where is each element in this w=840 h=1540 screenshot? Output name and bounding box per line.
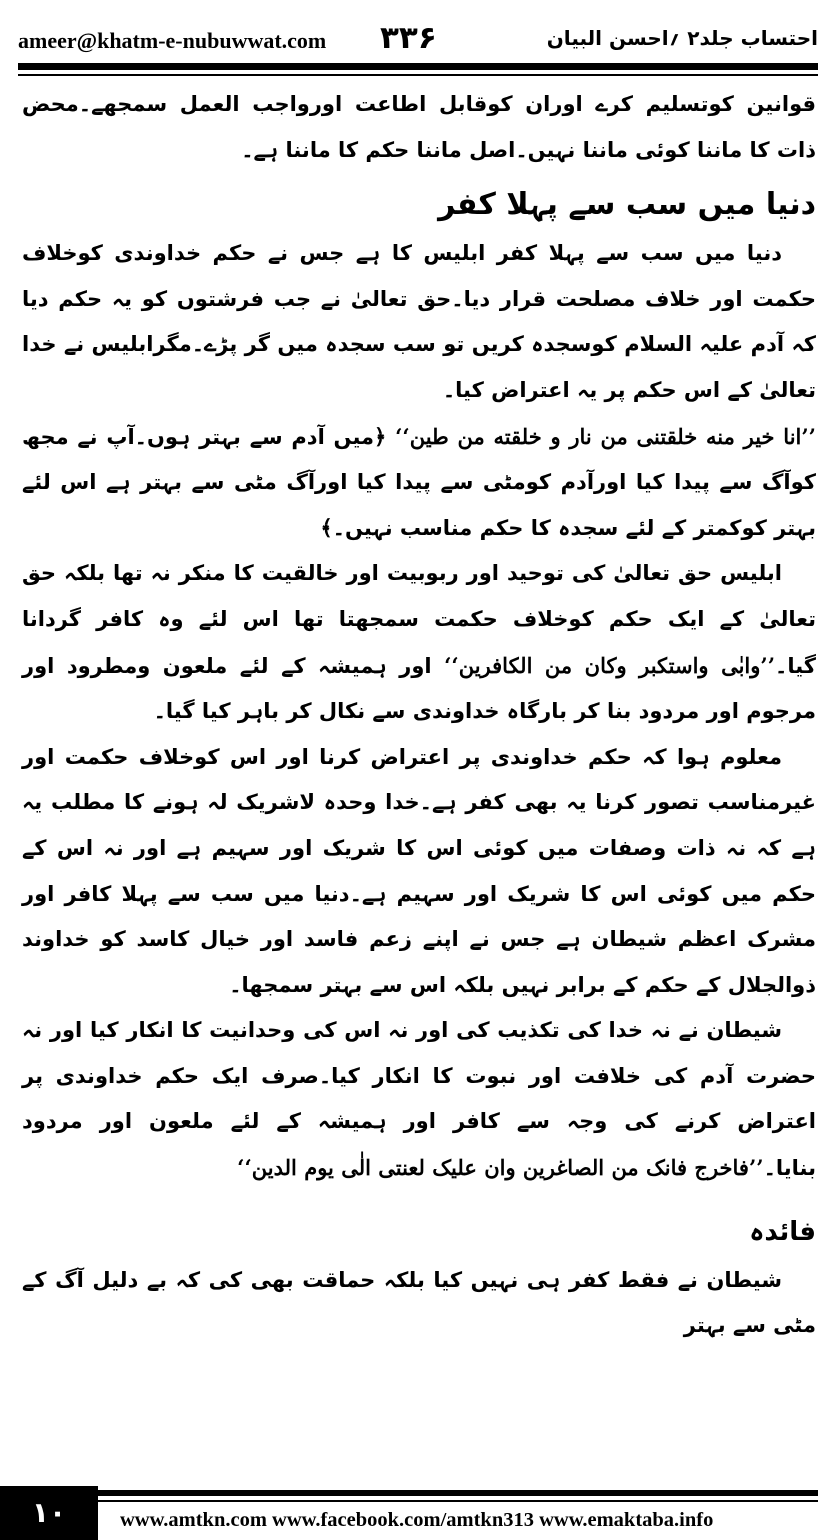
paragraph-5: معلوم ہوا کہ حکم خداوندی پر اعتراض کرنا اور اس کوخلاف حکمت اور غیرمناسب تصور کرنا یہ بھی کفر ہے۔خدا وحدہ لاشریک لہ ہونے کا مطلب یہ ہے کہ نہ ذات وصفات میں کوئی اس کا شریک اور سہیم ہے اور نہ اس کے حکم میں کوئی اس کا شریک اور سہیم ہے۔دنیا میں سب سے پہلا کافر اور مشرک اعظم شیطان ہے جس نے اپنے زعم فاسد اور خیال کاسد کو خداوند ذوالجلال کے حکم کے برابر نہیں بلکہ اس سے بہتر سمجھا۔ (22, 744, 816, 997)
footer-page-number: ۱۰ (0, 1486, 98, 1540)
paragraph-4 (22, 551, 816, 734)
paragraph-3-translation: ﴿میں آدم سے بہتر ہوں۔آپ نے مجھ کوآگ سے پیدا کیا اورآدم کومٹی سے پیدا کیا اورآگ مٹی سے بہتر ہے اس لئے بہتر کوکمتر کے لئے سجدہ کا حکم مناسب نہیں۔﴾ (22, 424, 816, 540)
paragraph-4-part-b: اور ہمیشہ کے لئے ملعون ومطرود اور مرجوم اور مردود بنا کر بارگاہ خداوندی سے نکال کر باہر کیا گیا۔ (22, 653, 816, 724)
footer-urls: www.amtkn.com www.facebook.com/amtkn313 www.emaktaba.info (120, 1509, 714, 1531)
arabic-quote-3: ’’فاخرج فانک من الصاغرین وان علیک لعنتی الٰی یوم الدین‘‘ (237, 1155, 764, 1181)
paragraph-1: قوانین کوتسلیم کرے اوران کوقابل اطاعت اورواجب العمل سمجھے۔محض ذات کا ماننا کوئی ماننا نہیں۔اصل ماننا حکم کا ماننا ہے۔ (22, 92, 816, 162)
arabic-quote-2: ’’وابٰی واستکبر وکان من الکافرین‘‘ (444, 652, 776, 678)
header-rule-thick (18, 63, 818, 70)
arabic-quote-1: ’’انا خیر منه خلقتنی من نار و خلقته من طین‘‘ (395, 423, 816, 449)
body-text (22, 82, 816, 1349)
paragraph-4-part-a: ابلیس حق تعالیٰ کی توحید اور ربوبیت اور خالقیت کا منکر نہ تھا بلکہ حق تعالیٰ کے ایک حکم کوخلاف حکمت سمجھتا تھا اس لئے وہ کافر گردانا گیا۔ (22, 561, 816, 678)
paragraph-7: شیطان نے فقط کفر ہی نہیں کیا بلکہ حماقت بھی کی کہ بے دلیل آگ کے مٹی سے بہتر (22, 1267, 816, 1338)
paragraph-6-part-a: شیطان نے نہ خدا کی تکذیب کی اور نہ اس کی وحدانیت کا انکار کیا اور نہ حضرت آدم کی خلافت اور نبوت کا انکار کیا۔صرف ایک حکم خداوندی پر اعتراض کرنے کی وجہ سے کافر اور ہمیشہ کے لئے ملعون اور مردود بنایا۔ (22, 1018, 816, 1181)
paragraph-3 (22, 414, 816, 552)
page-header (18, 22, 818, 62)
section-heading-faida: فائدہ (749, 1216, 816, 1247)
header-page-number: ۳۳۶ (380, 20, 437, 56)
header-email: ameer@khatm-e-nubuwwat.com (18, 28, 327, 53)
header-rule-thin (18, 74, 818, 76)
header-book-title: احتساب جلد۲ ؍احسن البیان (546, 26, 818, 50)
footer-rule-thin (98, 1500, 818, 1502)
footer-rule-thick (98, 1490, 818, 1496)
paragraph-2: دنیا میں سب سے پہلا کفر ابلیس کا ہے جس نے حکم خداوندی کوخلاف حکمت اور خلاف مصلحت قرار دیا۔حق تعالیٰ نے جب فرشتوں کو یہ حکم دیا کہ آدم علیہ السلام کوسجدہ کریں تو سب سجدہ میں گر پڑے۔مگرابلیس نے خدا تعالیٰ کے اس حکم پر یہ اعتراض کیا۔ (22, 241, 816, 402)
paragraph-6 (22, 1008, 816, 1191)
section-heading-first-kufr: دنیا میں سب سے پہلا کفر (438, 187, 816, 223)
